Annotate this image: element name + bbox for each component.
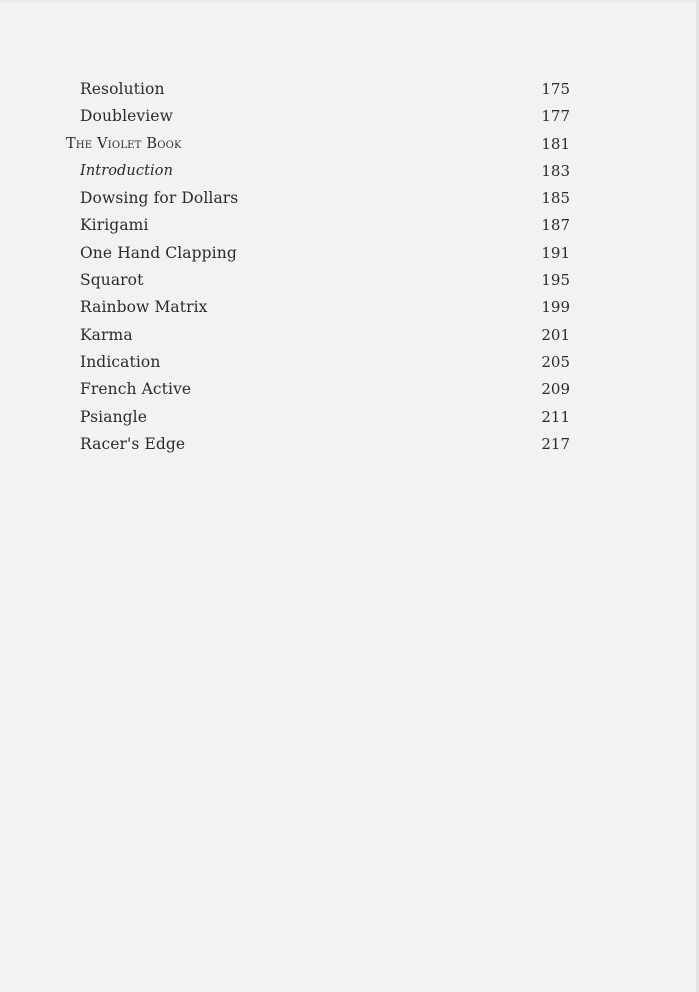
toc-entry-page-number: 187 <box>541 216 570 235</box>
toc-entry-doubleview <box>66 105 576 132</box>
toc-entry-title: Racer's Edge <box>80 434 186 453</box>
toc-entry-page-number: 209 <box>541 380 570 399</box>
toc-entry-title: Psiangle <box>80 407 148 426</box>
toc-section-title: The Violet Book <box>66 135 182 152</box>
toc-entry-page-number: 195 <box>541 271 570 290</box>
toc-entry-page-number: 217 <box>541 434 570 453</box>
toc-entry-title: Squarot <box>80 271 144 290</box>
toc-entry-title: One Hand Clapping <box>80 243 237 262</box>
toc-entry-page-number: 205 <box>541 352 570 371</box>
toc-entry-page-number: 175 <box>541 80 570 98</box>
toc-entry-rainbow-matrix <box>66 296 576 323</box>
toc-entry-title: Rainbow Matrix <box>80 298 208 317</box>
toc-entry-title: Karma <box>80 325 133 344</box>
toc-entry-one-hand-clapping <box>66 242 576 269</box>
toc-entry-title: Kirigami <box>80 216 149 235</box>
toc-entry-page-number: 201 <box>541 325 570 344</box>
toc-entry-page-number: 211 <box>541 407 570 426</box>
toc-entry-page-number: 181 <box>541 134 570 153</box>
page-top-edge <box>0 0 699 2</box>
toc-entry-dowsing-for-dollars <box>66 187 576 214</box>
toc-entry-karma <box>66 324 576 351</box>
toc-entry-indication <box>66 351 576 378</box>
toc-entry-title: Indication <box>80 352 161 371</box>
toc-entry-title: Introduction <box>80 162 174 179</box>
toc-entry-title: Resolution <box>80 80 165 98</box>
toc-section-violet-book <box>66 133 576 160</box>
toc-entry-page-number: 177 <box>541 107 570 126</box>
toc-entry-title: Doubleview <box>80 107 173 126</box>
toc-entry-page-number: 199 <box>541 298 570 317</box>
toc-entry-title: French Active <box>80 380 192 399</box>
toc-entry-kirigami <box>66 214 576 241</box>
toc-entry-racers-edge <box>66 433 576 460</box>
table-of-contents <box>66 78 576 460</box>
toc-entry-introduction <box>66 160 576 187</box>
toc-entry-page-number: 191 <box>541 243 570 262</box>
toc-entry-title: Dowsing for Dollars <box>80 189 239 208</box>
toc-entry-resolution <box>66 78 576 105</box>
toc-entry-page-number: 185 <box>541 189 570 208</box>
toc-entry-page-number: 183 <box>541 161 570 180</box>
toc-entry-psiangle <box>66 406 576 433</box>
toc-entry-squarot <box>66 269 576 296</box>
toc-entry-french-active <box>66 378 576 405</box>
